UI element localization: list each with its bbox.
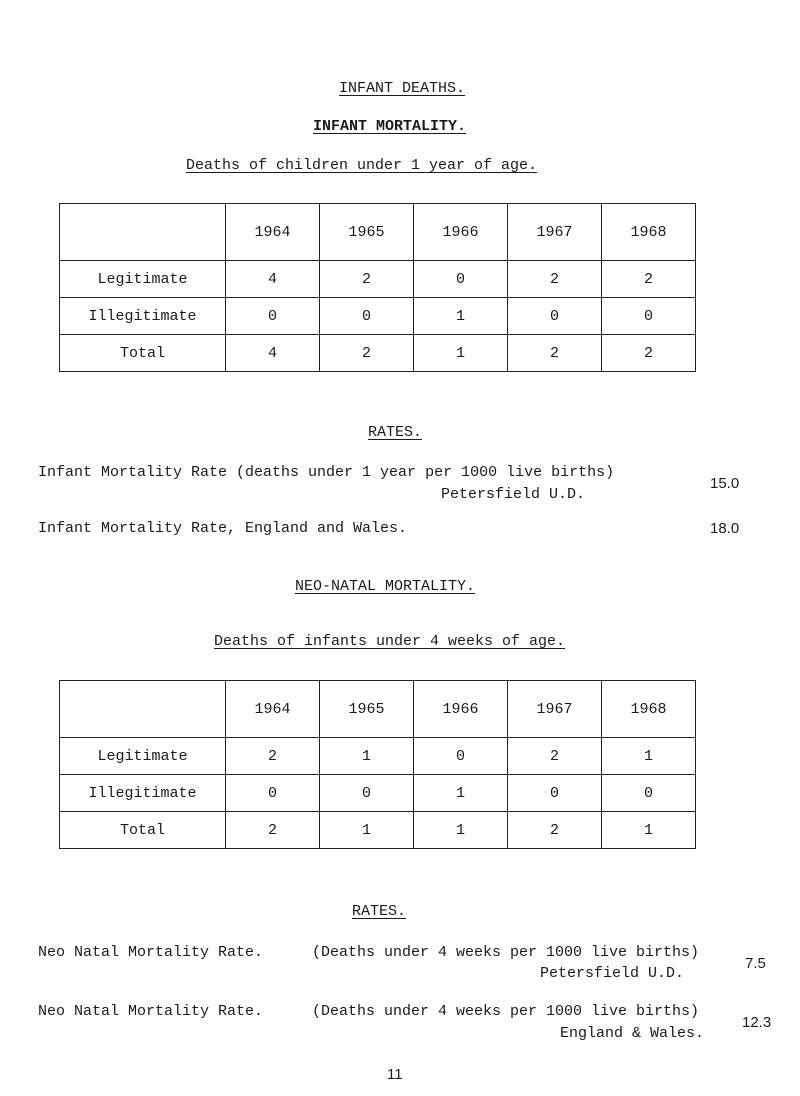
row-label: Total (60, 335, 226, 372)
table-header-row (60, 681, 696, 738)
neonatal-rate-local-value: 7.5 (745, 955, 766, 972)
table-cell: 2 (602, 335, 696, 372)
row-label: Total (60, 812, 226, 849)
table-cell: 1 (414, 298, 508, 335)
table-cell: 2 (508, 335, 602, 372)
table-row (60, 335, 696, 372)
table-cell: 4 (226, 261, 320, 298)
neonatal-deaths-table (59, 680, 696, 849)
table-cell: 1 (602, 812, 696, 849)
neonatal-rate-national-line1: (Deaths under 4 weeks per 1000 live births) (312, 1003, 700, 1020)
table-cell: 1 (320, 812, 414, 849)
table-cell: 2 (320, 335, 414, 372)
table-cell: 0 (320, 298, 414, 335)
page-number: 11 (387, 1066, 403, 1083)
header-year: 1967 (508, 681, 602, 738)
row-label: Illegitimate (60, 775, 226, 812)
neonatal-rate-national-line2: England & Wales. (560, 1025, 705, 1042)
infant-rate-local-line1: Infant Mortality Rate (deaths under 1 year per 1000 live births) (38, 464, 615, 481)
table-cell: 0 (602, 775, 696, 812)
header-year: 1966 (414, 204, 508, 261)
infant-rate-local-value: 15.0 (710, 475, 740, 492)
neonatal-rate-local-line2: Petersfield U.D. (540, 965, 685, 982)
neonatal-rate-national-value: 12.3 (742, 1014, 772, 1031)
table-header-row (60, 204, 696, 261)
neonatal-rate-local-label: Neo Natal Mortality Rate. (38, 944, 264, 961)
table-cell: 2 (226, 812, 320, 849)
infant-rate-national-value: 18.0 (710, 520, 740, 537)
header-year: 1965 (320, 681, 414, 738)
table-cell: 1 (602, 738, 696, 775)
infant-rate-national-label: Infant Mortality Rate, England and Wales. (38, 520, 408, 537)
row-label: Illegitimate (60, 298, 226, 335)
page-heading: INFANT DEATHS. (339, 80, 466, 97)
table-row (60, 261, 696, 298)
table-cell: 2 (508, 738, 602, 775)
table-cell: 0 (226, 298, 320, 335)
table-cell: 2 (320, 261, 414, 298)
header-year: 1964 (226, 204, 320, 261)
table-cell: 0 (414, 261, 508, 298)
row-label: Legitimate (60, 738, 226, 775)
header-blank-cell (60, 204, 226, 261)
header-year: 1964 (226, 681, 320, 738)
table-cell: 2 (508, 261, 602, 298)
table-cell: 0 (508, 298, 602, 335)
table-cell: 0 (508, 775, 602, 812)
page-subheading: INFANT MORTALITY. (313, 118, 467, 135)
table-cell: 1 (320, 738, 414, 775)
infant-rate-local-line2: Petersfield U.D. (441, 486, 586, 503)
table-cell: 0 (602, 298, 696, 335)
header-year: 1967 (508, 204, 602, 261)
table-row (60, 775, 696, 812)
infant-table-caption: Deaths of children under 1 year of age. (186, 157, 538, 174)
header-year: 1966 (414, 681, 508, 738)
table-cell: 0 (414, 738, 508, 775)
table-cell: 1 (414, 775, 508, 812)
table-cell: 0 (320, 775, 414, 812)
table-cell: 0 (226, 775, 320, 812)
infant-deaths-table (59, 203, 696, 372)
neonatal-rate-national-label: Neo Natal Mortality Rate. (38, 1003, 264, 1020)
header-blank-cell (60, 681, 226, 738)
neonatal-table-caption: Deaths of infants under 4 weeks of age. (214, 633, 566, 650)
table-row (60, 298, 696, 335)
table-row (60, 738, 696, 775)
table-cell: 2 (602, 261, 696, 298)
header-year: 1968 (602, 681, 696, 738)
table-cell: 1 (414, 335, 508, 372)
table-cell: 2 (508, 812, 602, 849)
neonatal-heading: NEO-NATAL MORTALITY. (295, 578, 476, 595)
table-row (60, 812, 696, 849)
header-year: 1968 (602, 204, 696, 261)
neonatal-rates-heading: RATES. (352, 903, 407, 920)
row-label: Legitimate (60, 261, 226, 298)
header-year: 1965 (320, 204, 414, 261)
table-cell: 2 (226, 738, 320, 775)
infant-rates-heading: RATES. (368, 424, 423, 441)
table-cell: 4 (226, 335, 320, 372)
neonatal-rate-local-line1: (Deaths under 4 weeks per 1000 live births) (312, 944, 700, 961)
table-cell: 1 (414, 812, 508, 849)
